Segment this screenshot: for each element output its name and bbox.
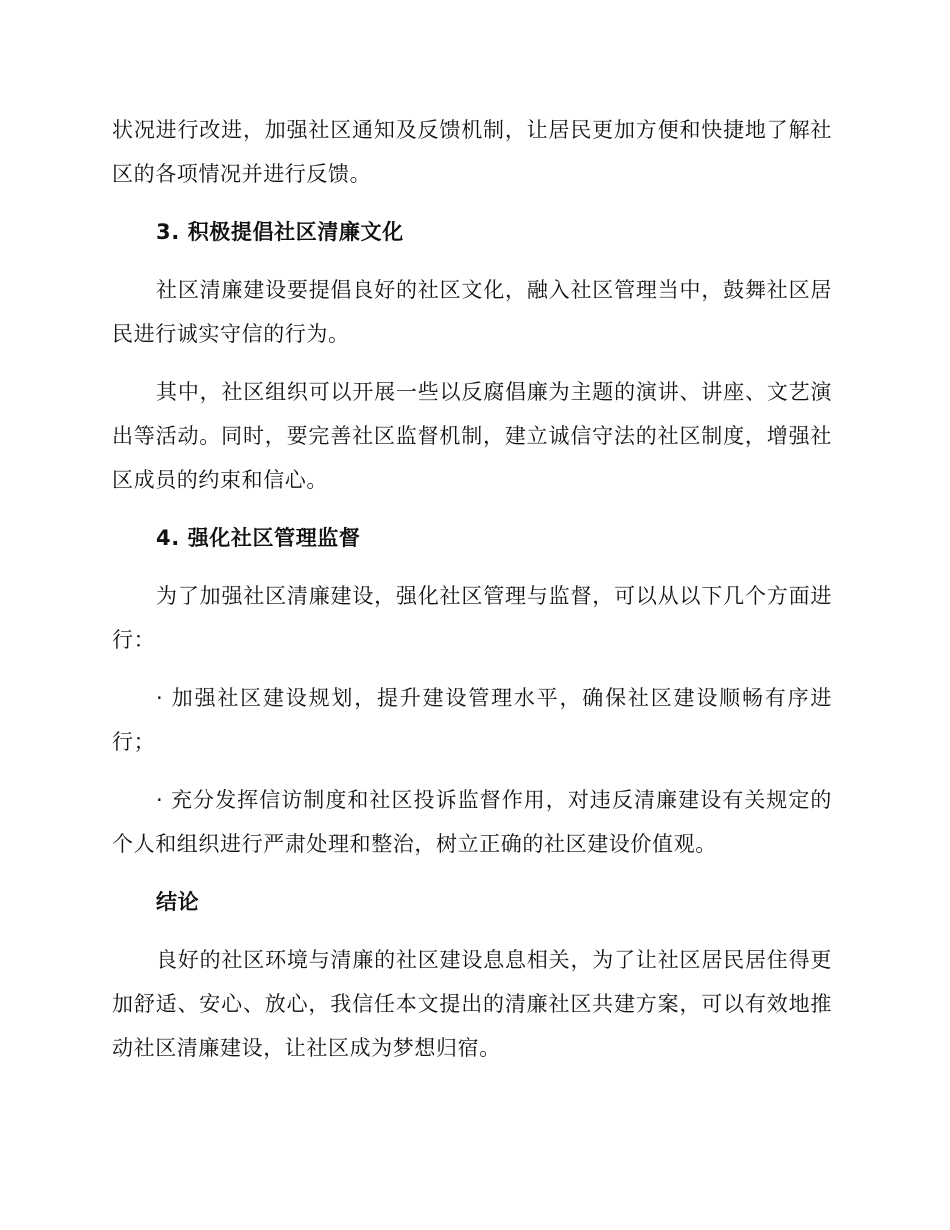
bullet-item: · 加强社区建设规划，提升建设管理水平，确保社区建设顺畅有序进行； xyxy=(112,686,832,754)
section-heading-conclusion: 结论 xyxy=(156,890,200,914)
document-page xyxy=(112,108,832,1084)
paragraph-conclusion: 良好的社区环境与清廉的社区建设息息相关，为了让社区居民居住得更加舒适、安心、放心，我信任本文提出的清廉社区共建方案，可以有效地推动社区清廉建设，让社区成为梦想归宿。 xyxy=(112,948,832,1060)
paragraph-culture-1: 社区清廉建设要提倡良好的社区文化，融入社区管理当中，鼓舞社区居民进行诚实守信的行为。 xyxy=(112,278,832,346)
paragraph-supervision-intro: 为了加强社区清廉建设，强化社区管理与监督，可以从以下几个方面进行： xyxy=(112,584,832,652)
section-heading-3: 3. 积极提倡社区清廉文化 xyxy=(156,220,404,244)
paragraph-culture-2: 其中，社区组织可以开展一些以反腐倡廉为主题的演讲、讲座、文艺演出等活动。同时，要完善社区监督机制，建立诚信守法的社区制度，增强社区成员的约束和信心。 xyxy=(112,380,832,492)
paragraph-continuation: 状况进行改进，加强社区通知及反馈机制，让居民更加方便和快捷地了解社区的各项情况并进行反馈。 xyxy=(112,118,832,186)
section-heading-4: 4. 强化社区管理监督 xyxy=(156,526,361,550)
bullet-item: · 充分发挥信访制度和社区投诉监督作用，对违反清廉建设有关规定的个人和组织进行严肃处理和整治，树立正确的社区建设价值观。 xyxy=(112,788,832,856)
